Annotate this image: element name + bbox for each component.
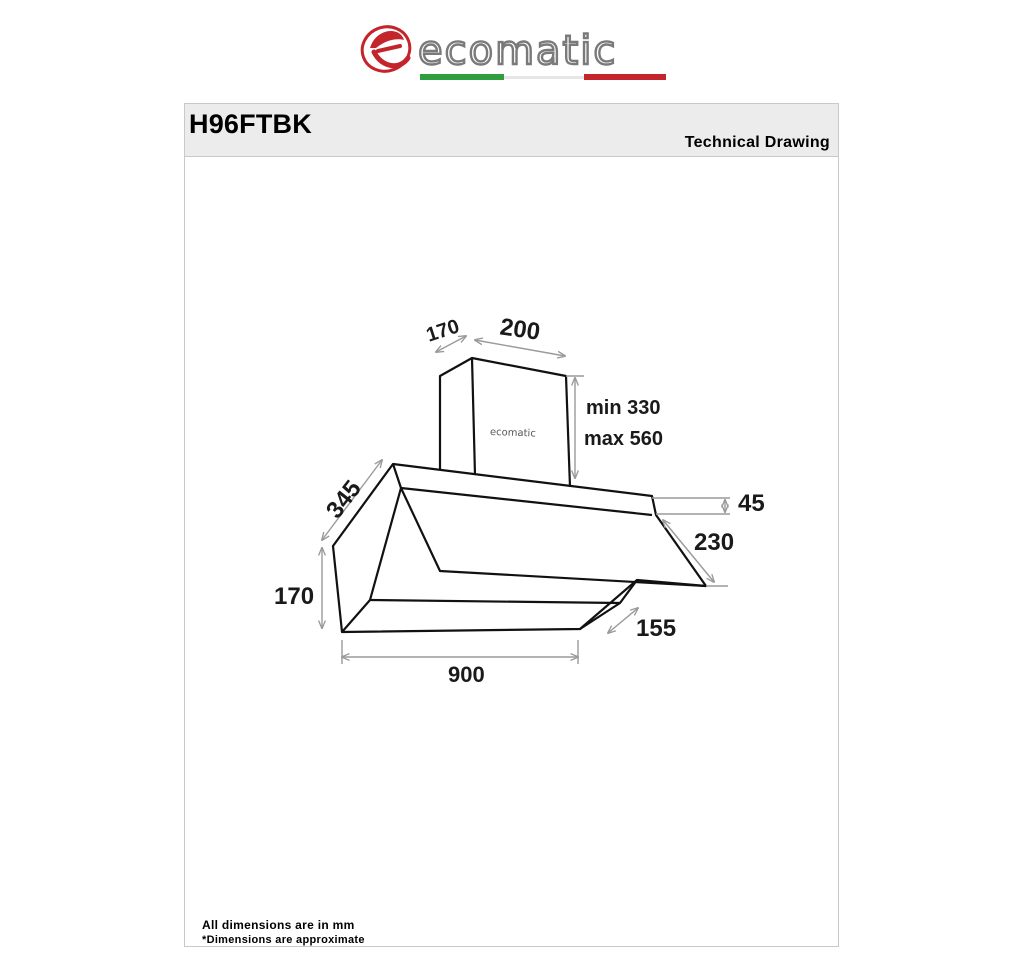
canopy-outline bbox=[333, 464, 706, 632]
chimney-outline bbox=[440, 358, 570, 487]
dim-chimney-height-max: max 560 bbox=[584, 428, 663, 450]
bottom-tray-top bbox=[370, 580, 637, 603]
units-note: All dimensions are in mm bbox=[202, 918, 355, 932]
dim-front-height: 170 bbox=[274, 583, 315, 610]
dim-chimney-height-min: min 330 bbox=[586, 397, 661, 419]
dim-glass-depth: 230 bbox=[694, 529, 735, 556]
bottom-front-edge bbox=[342, 600, 370, 632]
glass-panel bbox=[401, 488, 706, 586]
dim-canopy-depth: 345 bbox=[320, 475, 367, 524]
dim-chimney-width: 200 bbox=[498, 313, 542, 346]
dim-width: 900 bbox=[448, 662, 485, 687]
approximate-note: *Dimensions are approximate bbox=[202, 934, 365, 946]
model-number: H96FTBK bbox=[189, 109, 312, 139]
brand-wordmark: ecomatic bbox=[418, 28, 618, 74]
bottom-tray-edge bbox=[580, 603, 620, 629]
canopy-side-edge bbox=[370, 488, 401, 600]
dim-top-thickness: 45 bbox=[738, 490, 765, 517]
document-type: Technical Drawing bbox=[684, 134, 830, 151]
dim-bottom-depth: 155 bbox=[636, 615, 677, 642]
dim-chimney-depth: 170 bbox=[423, 315, 463, 347]
chimney-edge bbox=[472, 358, 475, 475]
chimney-brand-label: ecomatic bbox=[489, 426, 536, 440]
canopy-top-edge bbox=[393, 464, 652, 515]
